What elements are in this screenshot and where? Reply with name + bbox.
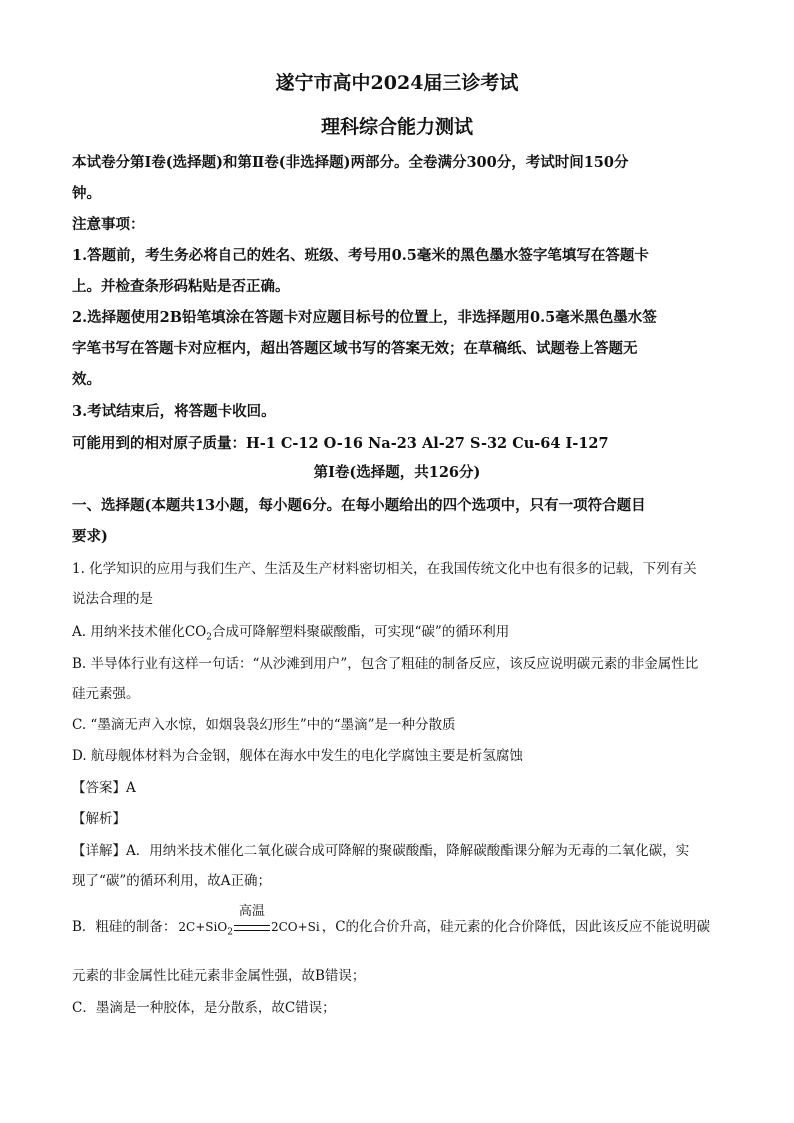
atomic-masses — [72, 432, 732, 453]
note-3: 3.考试结束后，将答题卡收回。 — [72, 403, 276, 420]
section-title: 第Ⅰ卷(选择题，共126分) — [313, 464, 481, 481]
q1-option-c: C. “墨滴无声入水惊，如烟袅袅幻形生”中的“墨滴”是一种分散质 — [72, 717, 456, 733]
sio2-subscript: 2 — [227, 927, 233, 938]
reaction-arrow — [233, 904, 271, 934]
equation-reactants: 2C+SiO — [178, 920, 228, 934]
detail-b-prefix: B．粗硅的制备： — [72, 919, 177, 935]
note-2-line-2: 字笔书写在答题卡对应框内，超出答题区域书写的答案无效；在草稿纸、试题卷上答题无 — [72, 340, 638, 357]
q1-stem-line-2: 说法合理的是 — [72, 591, 153, 607]
detail-c-line-1: C．墨滴是一种胶体，是分散系，故C错误； — [72, 1000, 336, 1016]
q1-option-a — [72, 620, 732, 643]
chemical-equation — [178, 904, 320, 938]
q1-option-d: D. 航母舰体材料为合金钢，舰体在海水中发生的电化学腐蚀主要是析氢腐蚀 — [72, 748, 523, 764]
atomic-masses-values: H-1 C-12 O-16 Na-23 Al-27 S-32 Cu-64 I-127 — [246, 435, 609, 452]
analysis-label: 【解析】 — [72, 811, 126, 827]
atomic-masses-label: 可能用到的相对原子质量： — [72, 435, 246, 452]
note-1-line-1: 1.答题前，考生务必将自己的姓名、班级、考号用0.5毫米的黑色墨水签字笔填写在答题卡 — [72, 247, 649, 264]
intro-line-2: 钟。 — [72, 185, 101, 202]
detail-b-line-2: 元素的非金属性比硅元素非金属性强，故B错误； — [72, 968, 366, 984]
note-2-line-1: 2.选择题使用2B铅笔填涂在答题卡对应题目标号的位置上，非选择题用0.5毫米黑色墨水签 — [72, 309, 657, 326]
q1-option-a-text-cont: 合成可降解塑料聚碳酸酯，可实现“碳”的循环利用 — [211, 624, 510, 640]
note-2-line-3: 效。 — [72, 371, 101, 388]
answer-label: 【答案】A — [72, 780, 136, 796]
note-1-line-2: 上。并检查条形码粘贴是否正确。 — [72, 278, 290, 295]
detail-a-line-1: 【详解】A．用纳米技术催化二氧化碳合成可降解的聚碳酸酯，降解碳酸酯课分解为无毒的二氧化碳，实 — [72, 843, 690, 859]
co2-subscript: 2 — [206, 632, 212, 643]
detail-a-line-2: 现了“碳”的循环利用，故A正确； — [72, 873, 272, 889]
exam-subtitle: 理科综合能力测试 — [320, 116, 473, 138]
q1-option-b-line-1: B. 半导体行业有这样一句话：“从沙滩到用户”，包含了粗硅的制备反应，该反应说明碳元素的非金属性比 — [72, 656, 699, 672]
reaction-condition: 高温 — [238, 904, 265, 919]
q1-option-a-text: A. 用纳米技术催化CO — [72, 624, 207, 640]
equal-sign-icon — [234, 925, 270, 931]
intro-line-1: 本试卷分第Ⅰ卷(选择题)和第Ⅱ卷(非选择题)两部分。全卷满分300分，考试时间150分 — [72, 154, 629, 171]
notes-heading: 注意事项： — [72, 216, 145, 233]
q1-stem-line-1: 1. 化学知识的应用与我们生产、生活及生产材料密切相关，在我国传统文化中也有很多的记载，下列有关 — [72, 561, 697, 577]
exam-title: 遂宁市高中2024届三诊考试 — [275, 72, 519, 94]
q1-option-b-line-2: 硅元素强。 — [72, 686, 140, 702]
section-heading-line-1: 一、选择题(本题共13小题，每小题6分。在每小题给出的四个选项中，只有一项符合题目 — [72, 497, 646, 514]
equation-products: 2CO+Si — [270, 920, 320, 934]
detail-b-line-1 — [72, 904, 732, 938]
section-heading-line-2: 要求) — [72, 528, 108, 545]
detail-b-text: ，C的化合价升高，硅元素的化合价降低，因此该反应不能说明碳 — [321, 919, 711, 935]
